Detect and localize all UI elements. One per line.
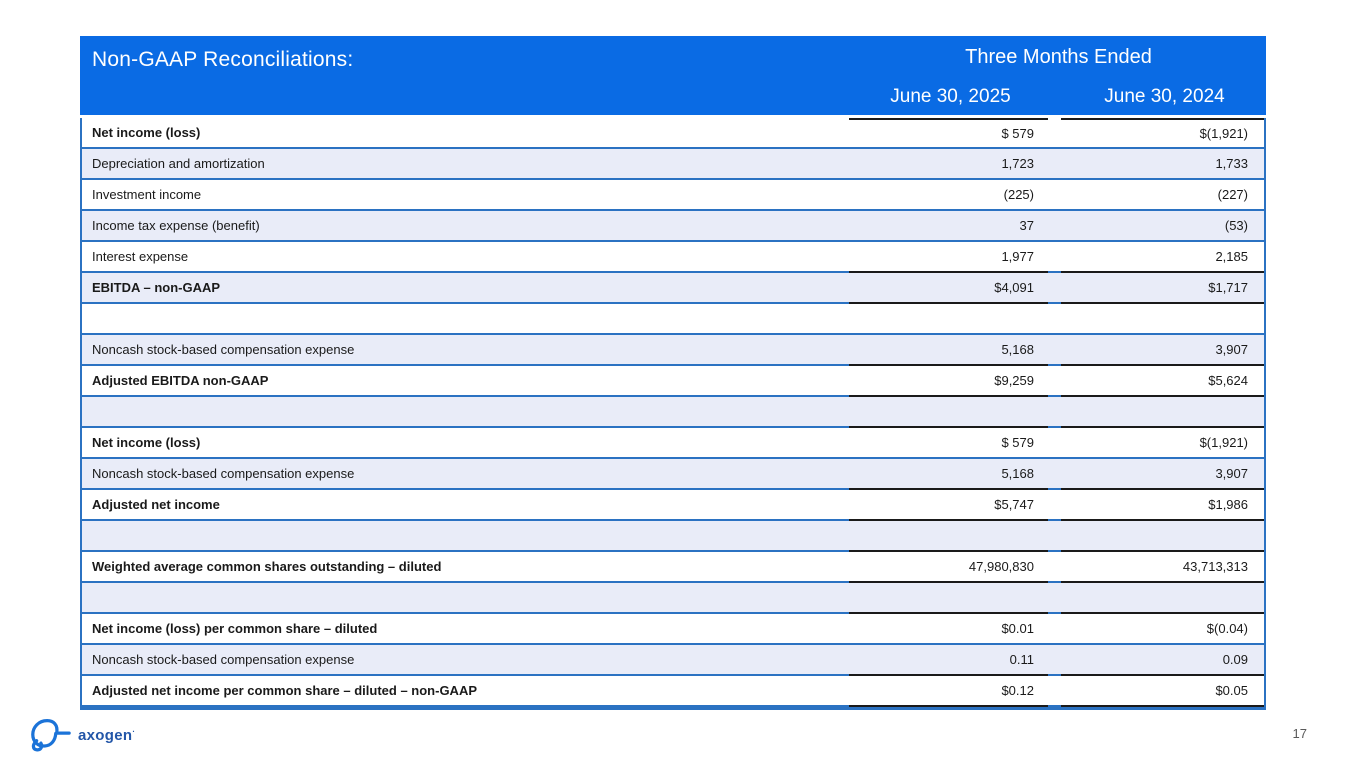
column-spacer: [1048, 645, 1061, 676]
value-2024: [1061, 304, 1264, 335]
table-row: [82, 211, 1264, 242]
table-row: [82, 676, 1264, 707]
column-spacer: [1048, 180, 1061, 211]
column-header-2025: June 30, 2025: [890, 86, 1011, 107]
value-2024: $5,624: [1061, 366, 1264, 397]
page-title: Non-GAAP Reconciliations:: [92, 48, 354, 71]
table-row: [82, 614, 1264, 645]
value-2024: $1,717: [1061, 273, 1264, 304]
table-row: [82, 149, 1264, 180]
row-label: Adjusted EBITDA non-GAAP: [82, 366, 849, 397]
row-label: Noncash stock-based compensation expense: [82, 459, 849, 490]
column-spacer: [1048, 397, 1061, 428]
value-2024: 43,713,313: [1061, 552, 1264, 583]
value-2024: 2,185: [1061, 242, 1264, 273]
column-spacer: [1048, 521, 1061, 552]
table-row: [82, 583, 1264, 614]
table-row: [82, 366, 1264, 397]
value-2024: $(0.04): [1061, 614, 1264, 645]
value-2024: [1061, 397, 1264, 428]
table-row: [82, 273, 1264, 304]
column-spacer: [1048, 273, 1061, 304]
row-label: [82, 397, 849, 428]
row-label: Net income (loss) per common share – diluted: [82, 614, 849, 645]
row-label: [82, 583, 849, 614]
value-2025: 0.11: [849, 645, 1048, 676]
non-gaap-reconciliation-table: [80, 36, 1266, 710]
row-label: Adjusted net income: [82, 490, 849, 521]
value-2025: [849, 304, 1048, 335]
row-label: Weighted average common shares outstanding – diluted: [82, 552, 849, 583]
value-2024: (227): [1061, 180, 1264, 211]
value-2025: $ 579: [849, 428, 1048, 459]
value-2025: $0.01: [849, 614, 1048, 645]
row-label: Net income (loss): [82, 428, 849, 459]
column-spacer: [1048, 552, 1061, 583]
axogen-wordmark: axogen·: [78, 726, 136, 744]
column-spacer: [1048, 335, 1061, 366]
table-row: [82, 118, 1264, 149]
table-row: [82, 645, 1264, 676]
value-2025: $0.12: [849, 676, 1048, 707]
column-spacer: [1048, 614, 1061, 645]
value-2024: $(1,921): [1061, 118, 1264, 149]
value-2024: 0.09: [1061, 645, 1264, 676]
table-row: [82, 304, 1264, 335]
value-2025: (225): [849, 180, 1048, 211]
row-label: Investment income: [82, 180, 849, 211]
column-spacer: [1048, 211, 1061, 242]
value-2025: $9,259: [849, 366, 1048, 397]
value-2025: $4,091: [849, 273, 1048, 304]
value-2024: 3,907: [1061, 335, 1264, 366]
date-column-headers: [851, 86, 1266, 108]
row-label: Net income (loss): [82, 118, 849, 149]
table-row: [82, 397, 1264, 428]
row-label: Interest expense: [82, 242, 849, 273]
value-2025: [849, 521, 1048, 552]
axogen-logo: [28, 716, 135, 754]
table-row: [82, 180, 1264, 211]
value-2024: 1,733: [1061, 149, 1264, 180]
page-number: 17: [1292, 726, 1307, 741]
column-spacer: [1048, 366, 1061, 397]
value-2024: [1061, 583, 1264, 614]
trademark-dot: ·: [132, 726, 136, 736]
value-2024: $1,986: [1061, 490, 1264, 521]
column-spacer: [1048, 490, 1061, 521]
row-label: Adjusted net income per common share – diluted – non-GAAP: [82, 676, 849, 707]
column-header-2024: June 30, 2024: [1104, 86, 1225, 107]
row-label: [82, 521, 849, 552]
row-label: EBITDA – non-GAAP: [82, 273, 849, 304]
value-2025: 5,168: [849, 459, 1048, 490]
table-row: [82, 521, 1264, 552]
row-label: Income tax expense (benefit): [82, 211, 849, 242]
table-row: [82, 428, 1264, 459]
value-2024: [1061, 521, 1264, 552]
value-2025: 1,723: [849, 149, 1048, 180]
period-columns-header: [851, 36, 1266, 115]
column-spacer: [1048, 242, 1061, 273]
column-spacer: [1048, 428, 1061, 459]
column-spacer: [1048, 459, 1061, 490]
value-2025: [849, 397, 1048, 428]
table-row: [82, 490, 1264, 521]
period-group-header: Three Months Ended: [965, 46, 1152, 68]
value-2024: 3,907: [1061, 459, 1264, 490]
row-label: [82, 304, 849, 335]
table-row: [82, 242, 1264, 273]
column-spacer: [1048, 583, 1061, 614]
value-2024: $0.05: [1061, 676, 1264, 707]
value-2025: 37: [849, 211, 1048, 242]
value-2025: $ 579: [849, 118, 1048, 149]
table-row: [82, 335, 1264, 366]
value-2024: (53): [1061, 211, 1264, 242]
value-2025: 1,977: [849, 242, 1048, 273]
value-2025: [849, 583, 1048, 614]
table-row: [82, 552, 1264, 583]
row-label: Depreciation and amortization: [82, 149, 849, 180]
value-2024: $(1,921): [1061, 428, 1264, 459]
table-body: [80, 118, 1266, 710]
row-label: Noncash stock-based compensation expense: [82, 335, 849, 366]
column-spacer: [1048, 304, 1061, 335]
value-2025: $5,747: [849, 490, 1048, 521]
table-row: [82, 459, 1264, 490]
column-gap: [1050, 86, 1063, 108]
row-label: Noncash stock-based compensation expense: [82, 645, 849, 676]
value-2025: 47,980,830: [849, 552, 1048, 583]
value-2025: 5,168: [849, 335, 1048, 366]
column-spacer: [1048, 676, 1061, 707]
column-spacer: [1048, 149, 1061, 180]
table-header: [80, 36, 1266, 115]
column-spacer: [1048, 118, 1061, 149]
axogen-logo-icon: [28, 716, 72, 754]
